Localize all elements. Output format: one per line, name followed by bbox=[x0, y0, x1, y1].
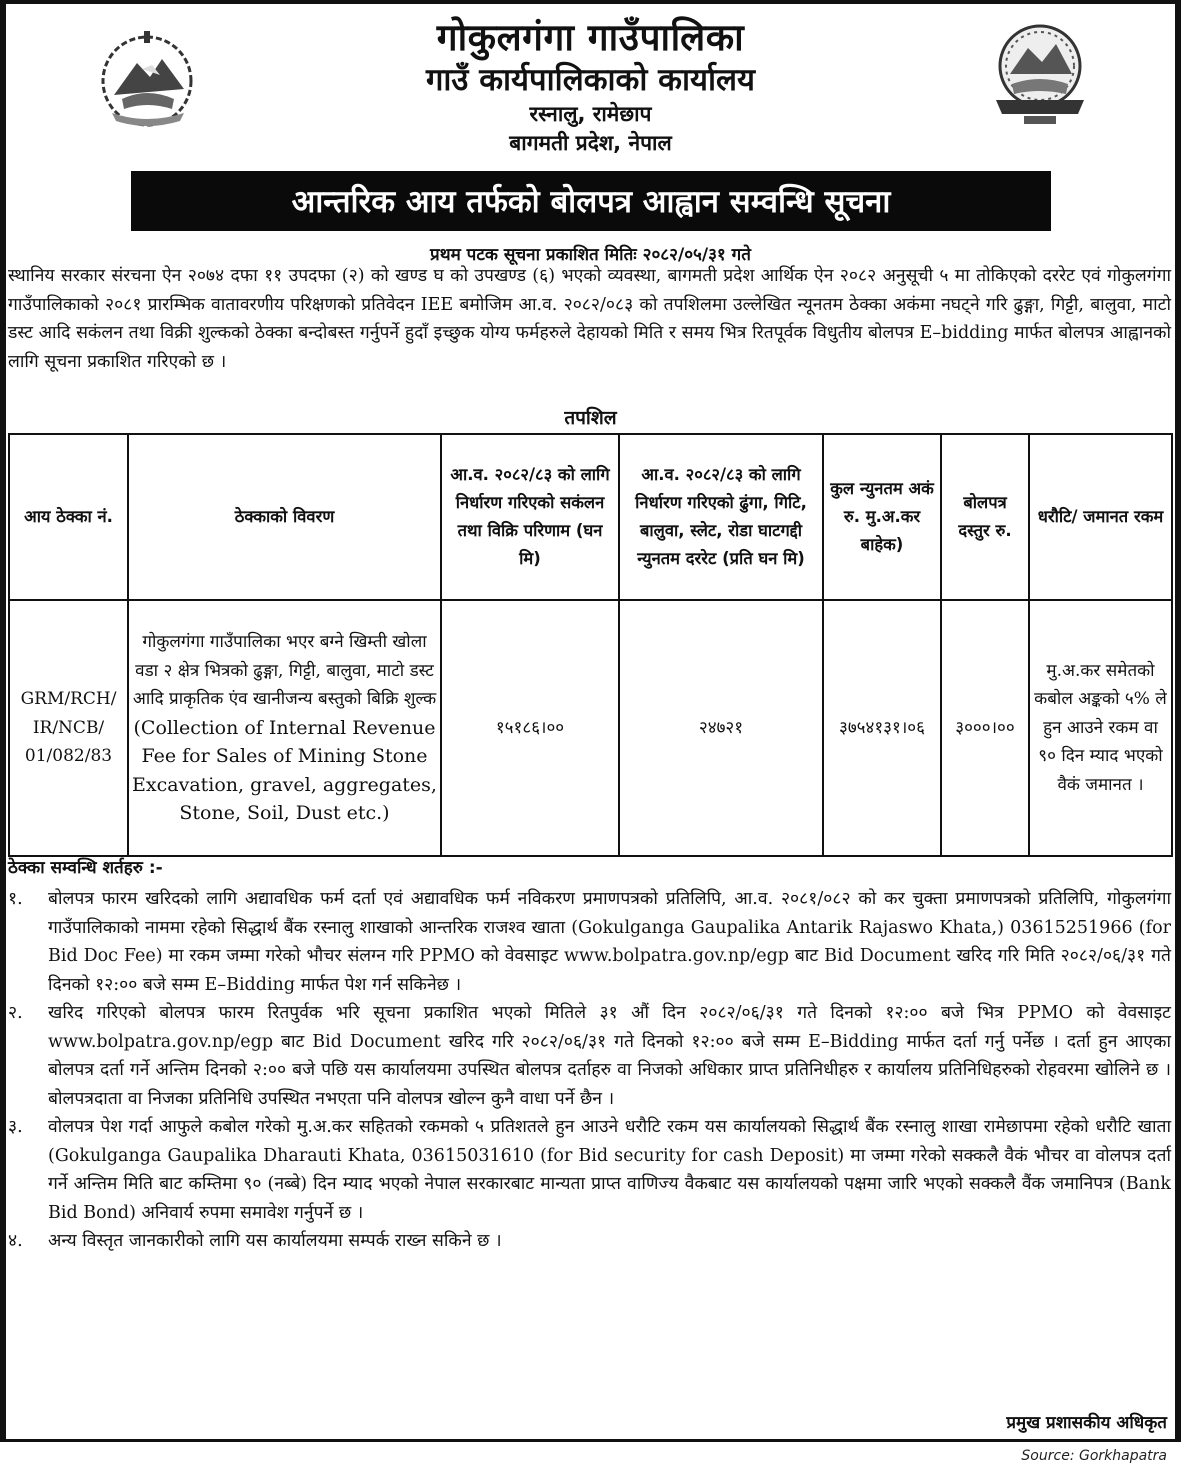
term-item bbox=[8, 1113, 1171, 1227]
col-header-ref-no: आय ठेक्का नं. bbox=[9, 434, 128, 600]
col-header-total-amount: कुल न्युनतम अकं रु. मु.अ.कर बाहेक) bbox=[823, 434, 941, 600]
term-text: बोलपत्र फारम खरिदको लागि अद्यावधिक फर्म दर्ता एवं अद्यावधिक फर्म नविकरण प्रमाणपत्रको प्रतिलिपि, आ.व. २०८१/०८२ को कर चुक्ता प्रमाणपत्रको प्रतिलिपि, गोकुलगंगा गाउँपालिकाको नाममा रहेको सिद्धार्थ बैंक रस्नालु शाखाको आन्तरिक राजश्व खाता (Gokulganga Gaupalika Antarik Rajaswo Khata,) 03615251966 (for Bid Doc Fee) मा रकम जम्मा गरेको भौचर संलग्न गरि PPMO को वेवसाइट www.bolpatra.gov.np/egp बाट Bid Document खरिद गरि मिति २०८२/०६/३१ गते दिनको १२:०० बजे सम्म E–Bidding मार्फत पेश गर्न सकिनेछ । bbox=[48, 889, 1171, 995]
cell-min-rate: २४७२१ bbox=[619, 600, 823, 856]
term-number: २. bbox=[8, 1003, 23, 1023]
province-name: बागमती प्रदेश, नेपाल bbox=[509, 131, 672, 155]
term-number: १. bbox=[8, 889, 23, 909]
tender-table bbox=[8, 433, 1173, 857]
term-item bbox=[8, 1227, 1171, 1256]
source-credit: Source: Gorkhapatra bbox=[1021, 1448, 1167, 1464]
publish-date: प्रथम पटक सूचना प्रकाशित मितिः २०८२/०५/३१ गते bbox=[430, 245, 751, 265]
terms-list bbox=[8, 885, 1171, 1256]
description-english: (Collection of Internal Revenue Fee for Sales of Mining Stone Excavation, gravel, aggregates, Stone, Soil, Dust etc.) bbox=[132, 716, 437, 825]
col-header-bid-fee: बोलपत्र दस्तुर रु. bbox=[941, 434, 1029, 600]
term-item bbox=[8, 999, 1171, 1113]
term-text: खरिद गरिएको बोलपत्र फारम रितपुर्वक भरि सूचना प्रकाशित भएको मितिले ३१ औं दिन २०८२/०६/३१ गते दिनको १२:०० बजे भित्र PPMO को वेवसाइट www.bolpatra.gov.np/egp बाट Bid Document खरिद गरि २०८२/०६/३१ गते दिनको १२:०० बजे सम्म E–Bidding मार्फत दर्ता गर्नु पर्नेछ । दर्ता हुन आएका बोलपत्र दर्ता गर्ने अन्तिम दिनको २:०० बजे पछि यस कार्यालयमा उपस्थित बोलपत्र दर्ताहरु वा निजको अधिकार प्राप्त प्रतिनिधीहरु र कार्यालय प्रतिनिधिहरुको रोहवरमा खोलिने छ । बोलपत्रदाता वा निजका प्रतिनिधि उपस्थित नभएता पनि वोलपत्र खोल्न कुनै वाधा पर्ने छैन । bbox=[48, 1003, 1171, 1109]
table-header-row bbox=[9, 434, 1172, 600]
term-number: ४. bbox=[8, 1231, 23, 1251]
col-header-security: धरौटि/ जमानत रकम bbox=[1029, 434, 1172, 600]
cell-bid-fee: ३०००।०० bbox=[941, 600, 1029, 856]
term-number: ३. bbox=[8, 1117, 23, 1137]
notice-title: आन्तरिक आय तर्फको बोलपत्र आह्वान सम्वन्धि सूचना bbox=[131, 171, 1051, 231]
office-name: गाउँ कार्यपालिकाको कार्यालय bbox=[425, 62, 756, 98]
signer-title: प्रमुख प्रशासकीय अधिकृत bbox=[1006, 1413, 1167, 1433]
schedule-heading: तपशिल bbox=[564, 407, 617, 429]
cell-quantity: १५१८६।०० bbox=[441, 600, 619, 856]
intro-paragraph: स्थानिय सरकार संरचना ऐन २०७४ दफा ११ उपदफा (२) को खण्ड घ को उपखण्ड (६) भएको व्यवस्था, बागमती प्रदेश आर्थिक ऐन २०८२ अनुसूची ५ मा तोकिएको दररेट एवं गोकुलगंगा गाउँपालिकाको २०८१ प्रारम्भिक वातावरणीय परिक्षणको प्रतिवेदन IEE बमोजिम आ.व. २०८२/०८३ को तपशिलमा उल्लेखित न्यूनतम ठेक्का अकंमा नघट्ने गरि ढुङ्गा, गिट्टी, बालुवा, माटो डस्ट आदि सकंलन तथा विक्री शुल्कको ठेक्का बन्दोबस्त गर्नुपर्ने हुदाँ इच्छुक योग्य फर्महरुले देहायको मिति र समय भित्र रितपूर्वक विधुतीय बोलपत्र E–bidding मार्फत बोलपत्र आह्वानको लागि सूचना प्रकाशित गरिएको छ । bbox=[8, 266, 1171, 372]
term-item bbox=[8, 885, 1171, 999]
term-text: वोलपत्र पेश गर्दा आफुले कबोल गरेको मु.अ.कर सहितको रकमको ५ प्रतिशतले हुन आउने धरौटि रकम यस कार्यालयको सिद्धार्थ बैंक रस्नालु शाखा रामेछापमा रहेको धरौटि खाता (Gokulganga Gaupalika Dharauti Khata, 03615031610 (for Bid security for cash Deposit) मा जम्मा गरेको सक्कलै वैकं भौचर वा वोलपत्र दर्ता गर्ने अन्तिम मिति बाट कम्तिमा ९० (नब्बे) दिन म्याद भएको नेपाल सरकारबाट मान्यता प्राप्त वाणिज्य वैकबाट यस कार्यालयको पक्षमा जारि भएको सक्कलै वैंक जमानिपत्र (Bank Bid Bond) अनिवार्य रुपमा समावेश गर्नुपर्ने छ । bbox=[48, 1117, 1171, 1223]
cell-ref-no: GRM/RCH/ IR/NCB/ 01/082/83 bbox=[9, 600, 128, 856]
table-row bbox=[9, 600, 1172, 856]
description-nepali: गोकुलगंगा गाउँपालिका भएर बग्ने खिम्ती खोला वडा २ क्षेत्र भित्रको ढुङ्गा, गिट्टी, बालुवा, माटो डस्ट आदि प्राकृतिक एंव खानीजन्य बस्तुको बिक्रि शुल्क bbox=[132, 632, 437, 710]
cell-total-amount: ३७५४१३१।०६ bbox=[823, 600, 941, 856]
col-header-description: ठेक्काको विवरण bbox=[128, 434, 441, 600]
col-header-min-rate: आ.व. २०८२/८३ को लागि निर्धारण गरिएको ढुंगा, गिटि, बालुवा, स्लेट, रोडा घाटगद्दी न्युनतम दररेट (प्रति घन मि) bbox=[619, 434, 823, 600]
municipality-name: गोकुलगंगा गाउँपालिका bbox=[436, 16, 745, 59]
office-location: रस्नालु, रामेछाप bbox=[529, 102, 652, 126]
term-text: अन्य विस्तृत जानकारीको लागि यस कार्यालयमा सम्पर्क राख्न सकिने छ । bbox=[48, 1231, 502, 1251]
terms-title: ठेक्का सम्वन्धि शर्तहरु :- bbox=[8, 858, 163, 878]
col-header-quantity: आ.व. २०८२/८३ को लागि निर्धारण गरिएको सकंलन तथा विक्रि परिणाम (घन मि) bbox=[441, 434, 619, 600]
cell-security: मु.अ.कर समेतको कबोल अङ्कको ५% ले हुन आउने रकम वा ९० दिन म्याद भएको वैकं जमानत । bbox=[1029, 600, 1172, 856]
cell-description bbox=[128, 600, 441, 856]
